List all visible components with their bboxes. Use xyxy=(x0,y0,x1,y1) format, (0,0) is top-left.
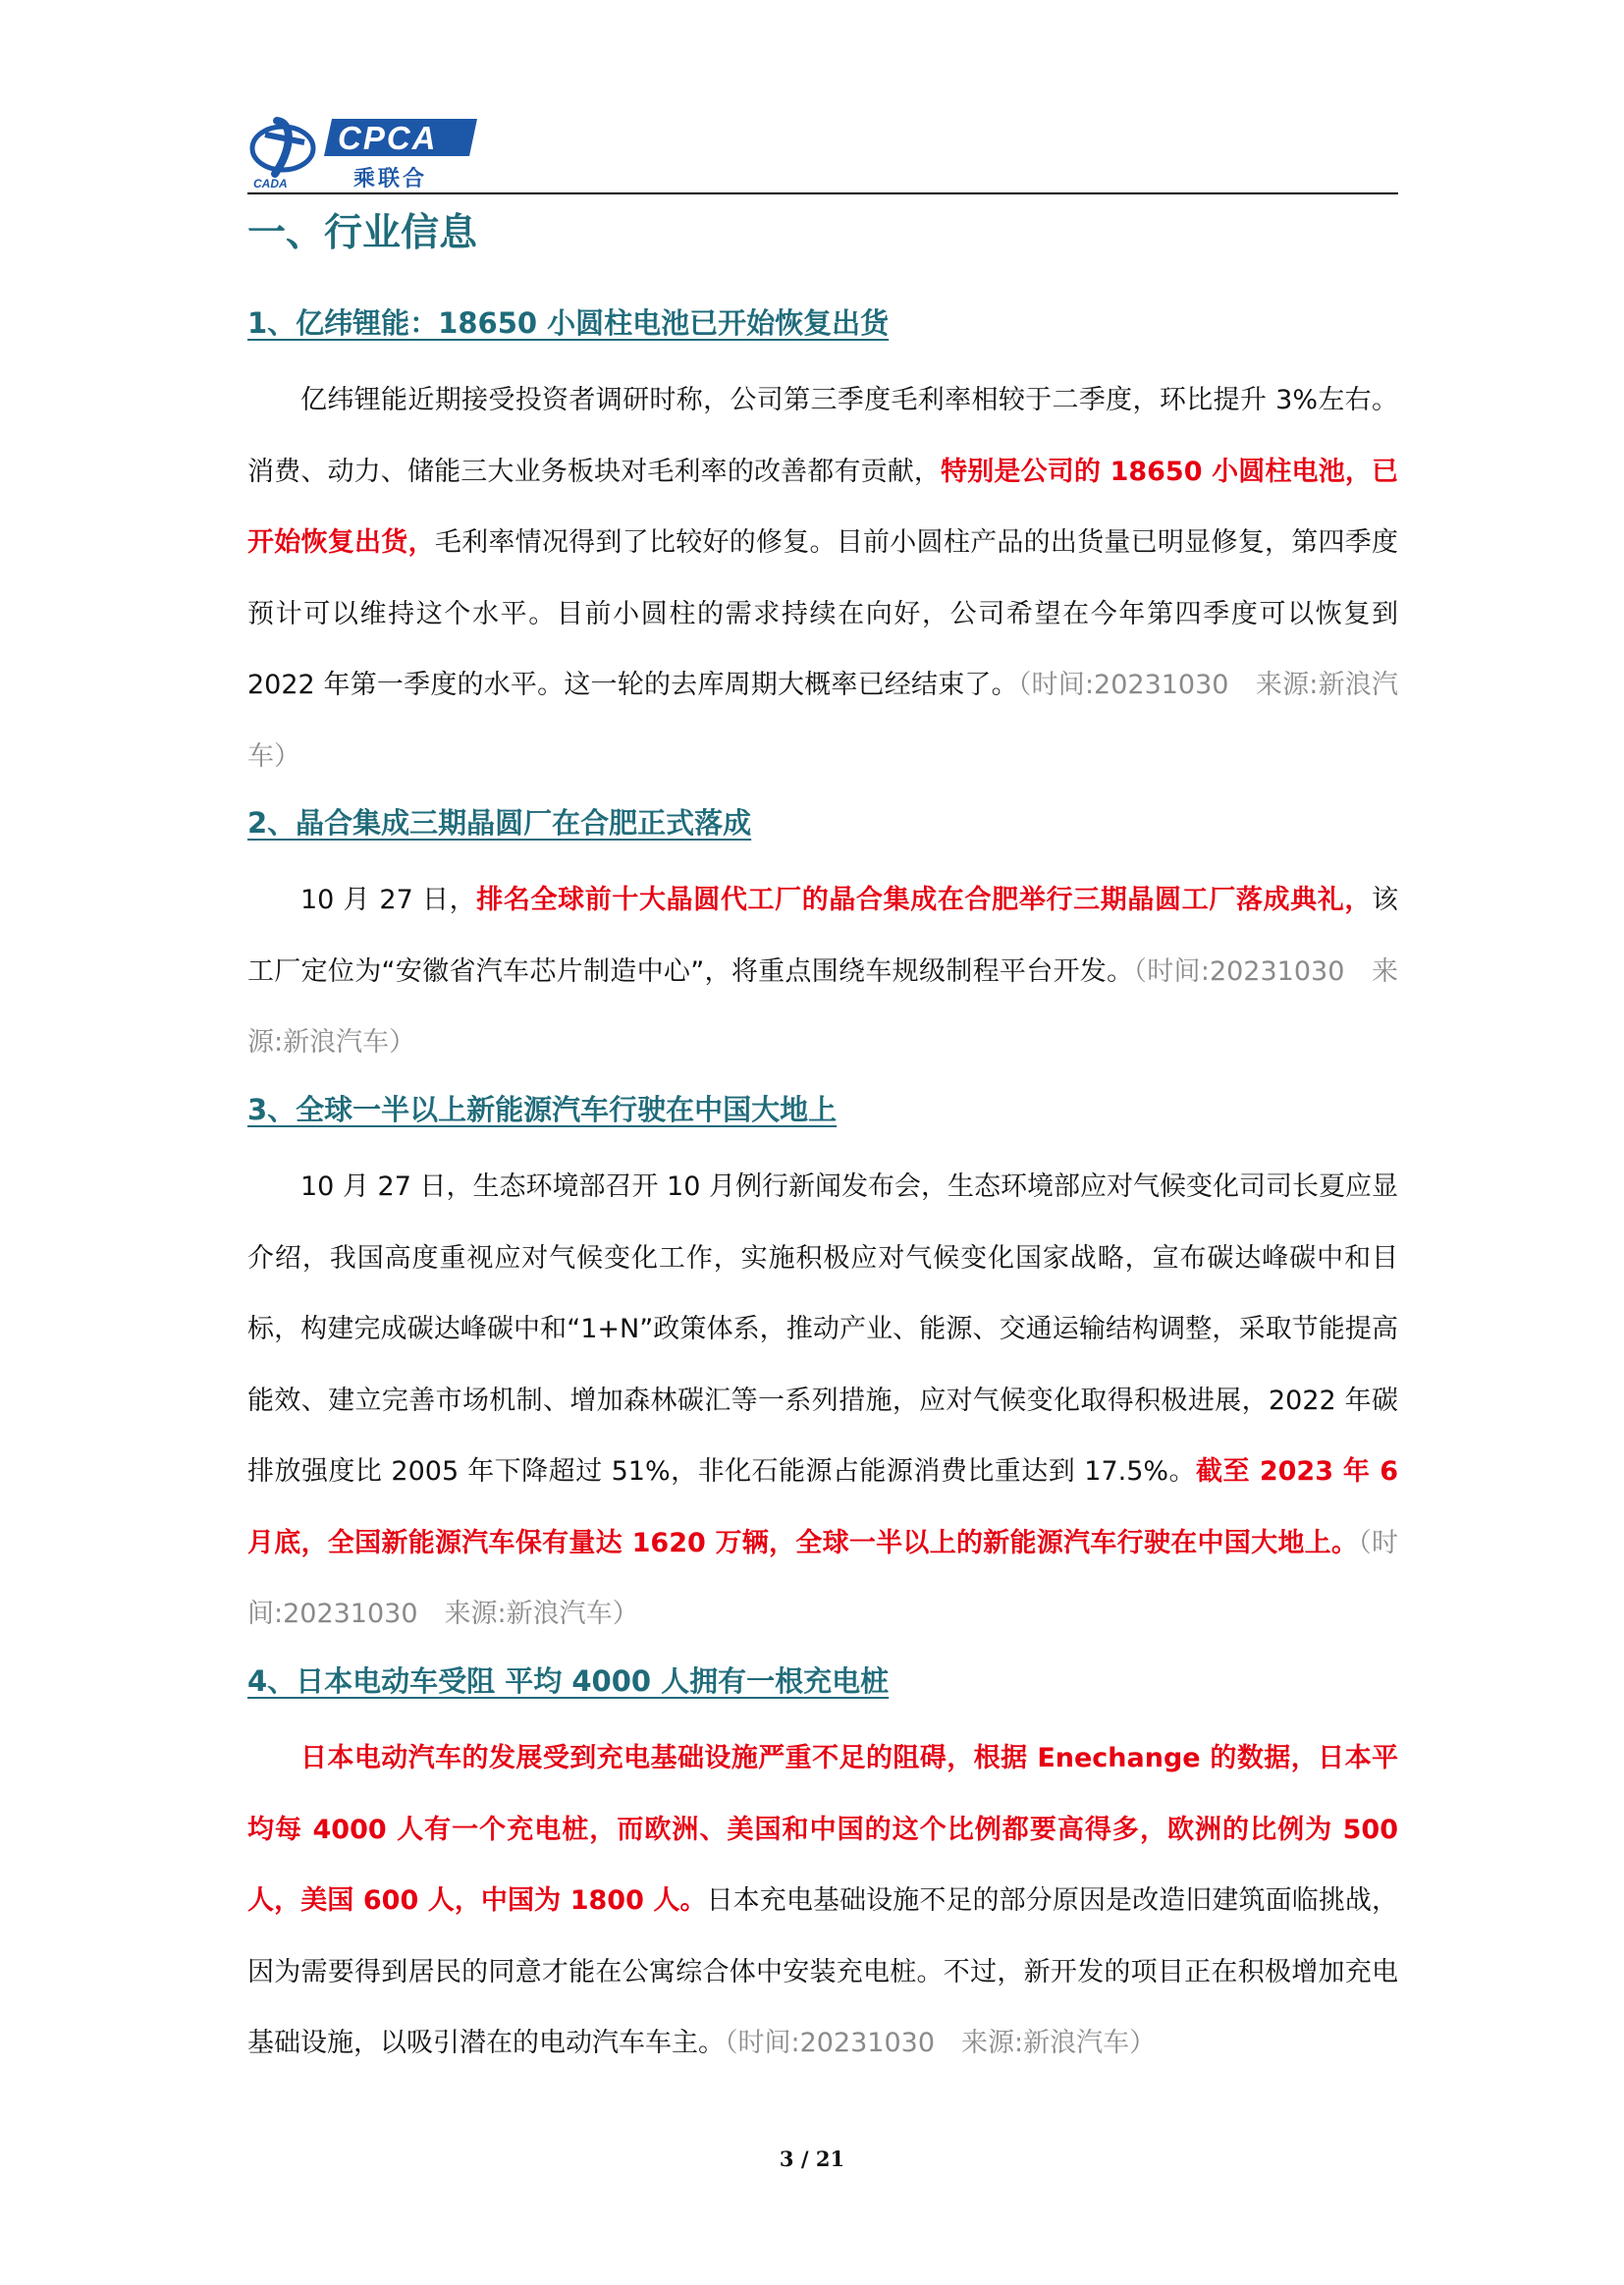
body-text: 亿纬锂能近期接受投资者调研时称，公司第三季度毛利率相较于二季度，环比提升 3%左右。消费、动力、储能三大业务板块对毛利率的改善都有贡献， xyxy=(247,385,1398,487)
body-text: 毛利率情况得到了比较好的修复。目前小圆柱产品的出货量已明显修复，第四季度预计可以维持这个水平。目前小圆柱的需求持续在向好，公司希望在今年第四季度可以恢复到 2022 年第一季度的水平。这一轮的去库周期大概率已经结束了。 xyxy=(247,527,1399,700)
article-body xyxy=(247,1723,1398,2080)
article-4 xyxy=(247,1659,1398,2080)
header-divider xyxy=(247,192,1398,194)
cpca-logo xyxy=(247,113,478,191)
logo-cn-text: 乘联合 xyxy=(353,167,428,191)
article-title: 4、日本电动车受阻 平均 4000 人拥有一根充电桩 xyxy=(247,1664,890,1698)
source-meta: （时间:20231030 来源:新浪汽车） xyxy=(247,670,1398,772)
article-body xyxy=(247,1152,1398,1651)
article-2 xyxy=(247,801,1398,1079)
source-meta: （时间:20231030 来源:新浪汽车） xyxy=(725,2028,1157,2058)
article-title: 2、晶合集成三期晶圆厂在合肥正式落成 xyxy=(247,806,752,840)
article-3 xyxy=(247,1088,1398,1651)
highlight-text: 排名全球前十大晶圆代工厂的晶合集成在合肥举行三期晶圆工厂落成典礼， xyxy=(476,885,1372,915)
source-meta: （时间:20231030 来源:新浪汽车） xyxy=(247,955,1398,1058)
body-text: 10 月 27 日，生态环境部召开 10 月例行新闻发布会，生态环境部应对气候变化司司长夏应显介绍，我国高度重视应对气候变化工作，实施积极应对气候变化国家战略，宣布碳达峰碳中和目标，构建完成碳达峰碳中和“1+N”政策体系，推动产业、能源、交通运输结构调整，采取节能提高能效、建立完善市场机制、增加森林碳汇等一系列措施，应对气候变化取得积极进展，2022 年碳排放强度比 2005 年下降超过 51%，非化石能源占能源消费比重达到 17.5%。 xyxy=(247,1171,1398,1487)
logo-sub-text: CADA xyxy=(253,177,288,190)
highlight-text: 日本电动汽车的发展受到充电基础设施严重不足的阻碍，根据 Enechange 的数据，日本平均每 4000 人有一个充电桩，而欧洲、美国和中国的这个比例都要高得多，欧洲的比例为 500 人，美国 600 人，中国为 1800 人。 xyxy=(247,1743,1398,1916)
highlight-text: 截至 2023 年 6 月底，全国新能源汽车保有量达 1620 万辆，全球一半以上的新能源汽车行驶在中国大地上。 xyxy=(247,1456,1398,1558)
section-title: 一、行业信息 xyxy=(247,211,478,255)
article-1 xyxy=(247,301,1398,792)
article-title: 3、全球一半以上新能源汽车行驶在中国大地上 xyxy=(247,1093,838,1126)
article-body xyxy=(247,865,1398,1079)
highlight-text: 特别是公司的 18650 小圆柱电池，已开始恢复出货， xyxy=(247,456,1399,558)
logo-main-text: CPCA xyxy=(338,120,438,156)
body-text: 10 月 27 日， xyxy=(300,885,477,915)
article-body xyxy=(247,365,1398,792)
article-title: 1、亿纬锂能：18650 小圆柱电池已开始恢复出货 xyxy=(247,306,890,340)
body-text: 该工厂定位为“安徽省汽车芯片制造中心”，将重点围绕车规级制程平台开发。 xyxy=(247,885,1398,987)
source-meta: （时间:20231030 来源:新浪汽车） xyxy=(247,1527,1399,1629)
body-text: 日本充电基础设施不足的部分原因是改造旧建筑面临挑战，因为需要得到居民的同意才能在公寓综合体中安装充电桩。不过，新开发的项目正在积极增加充电基础设施，以吸引潜在的电动汽车车主。 xyxy=(247,1885,1399,2058)
page-number: 3 / 21 xyxy=(779,2147,845,2171)
